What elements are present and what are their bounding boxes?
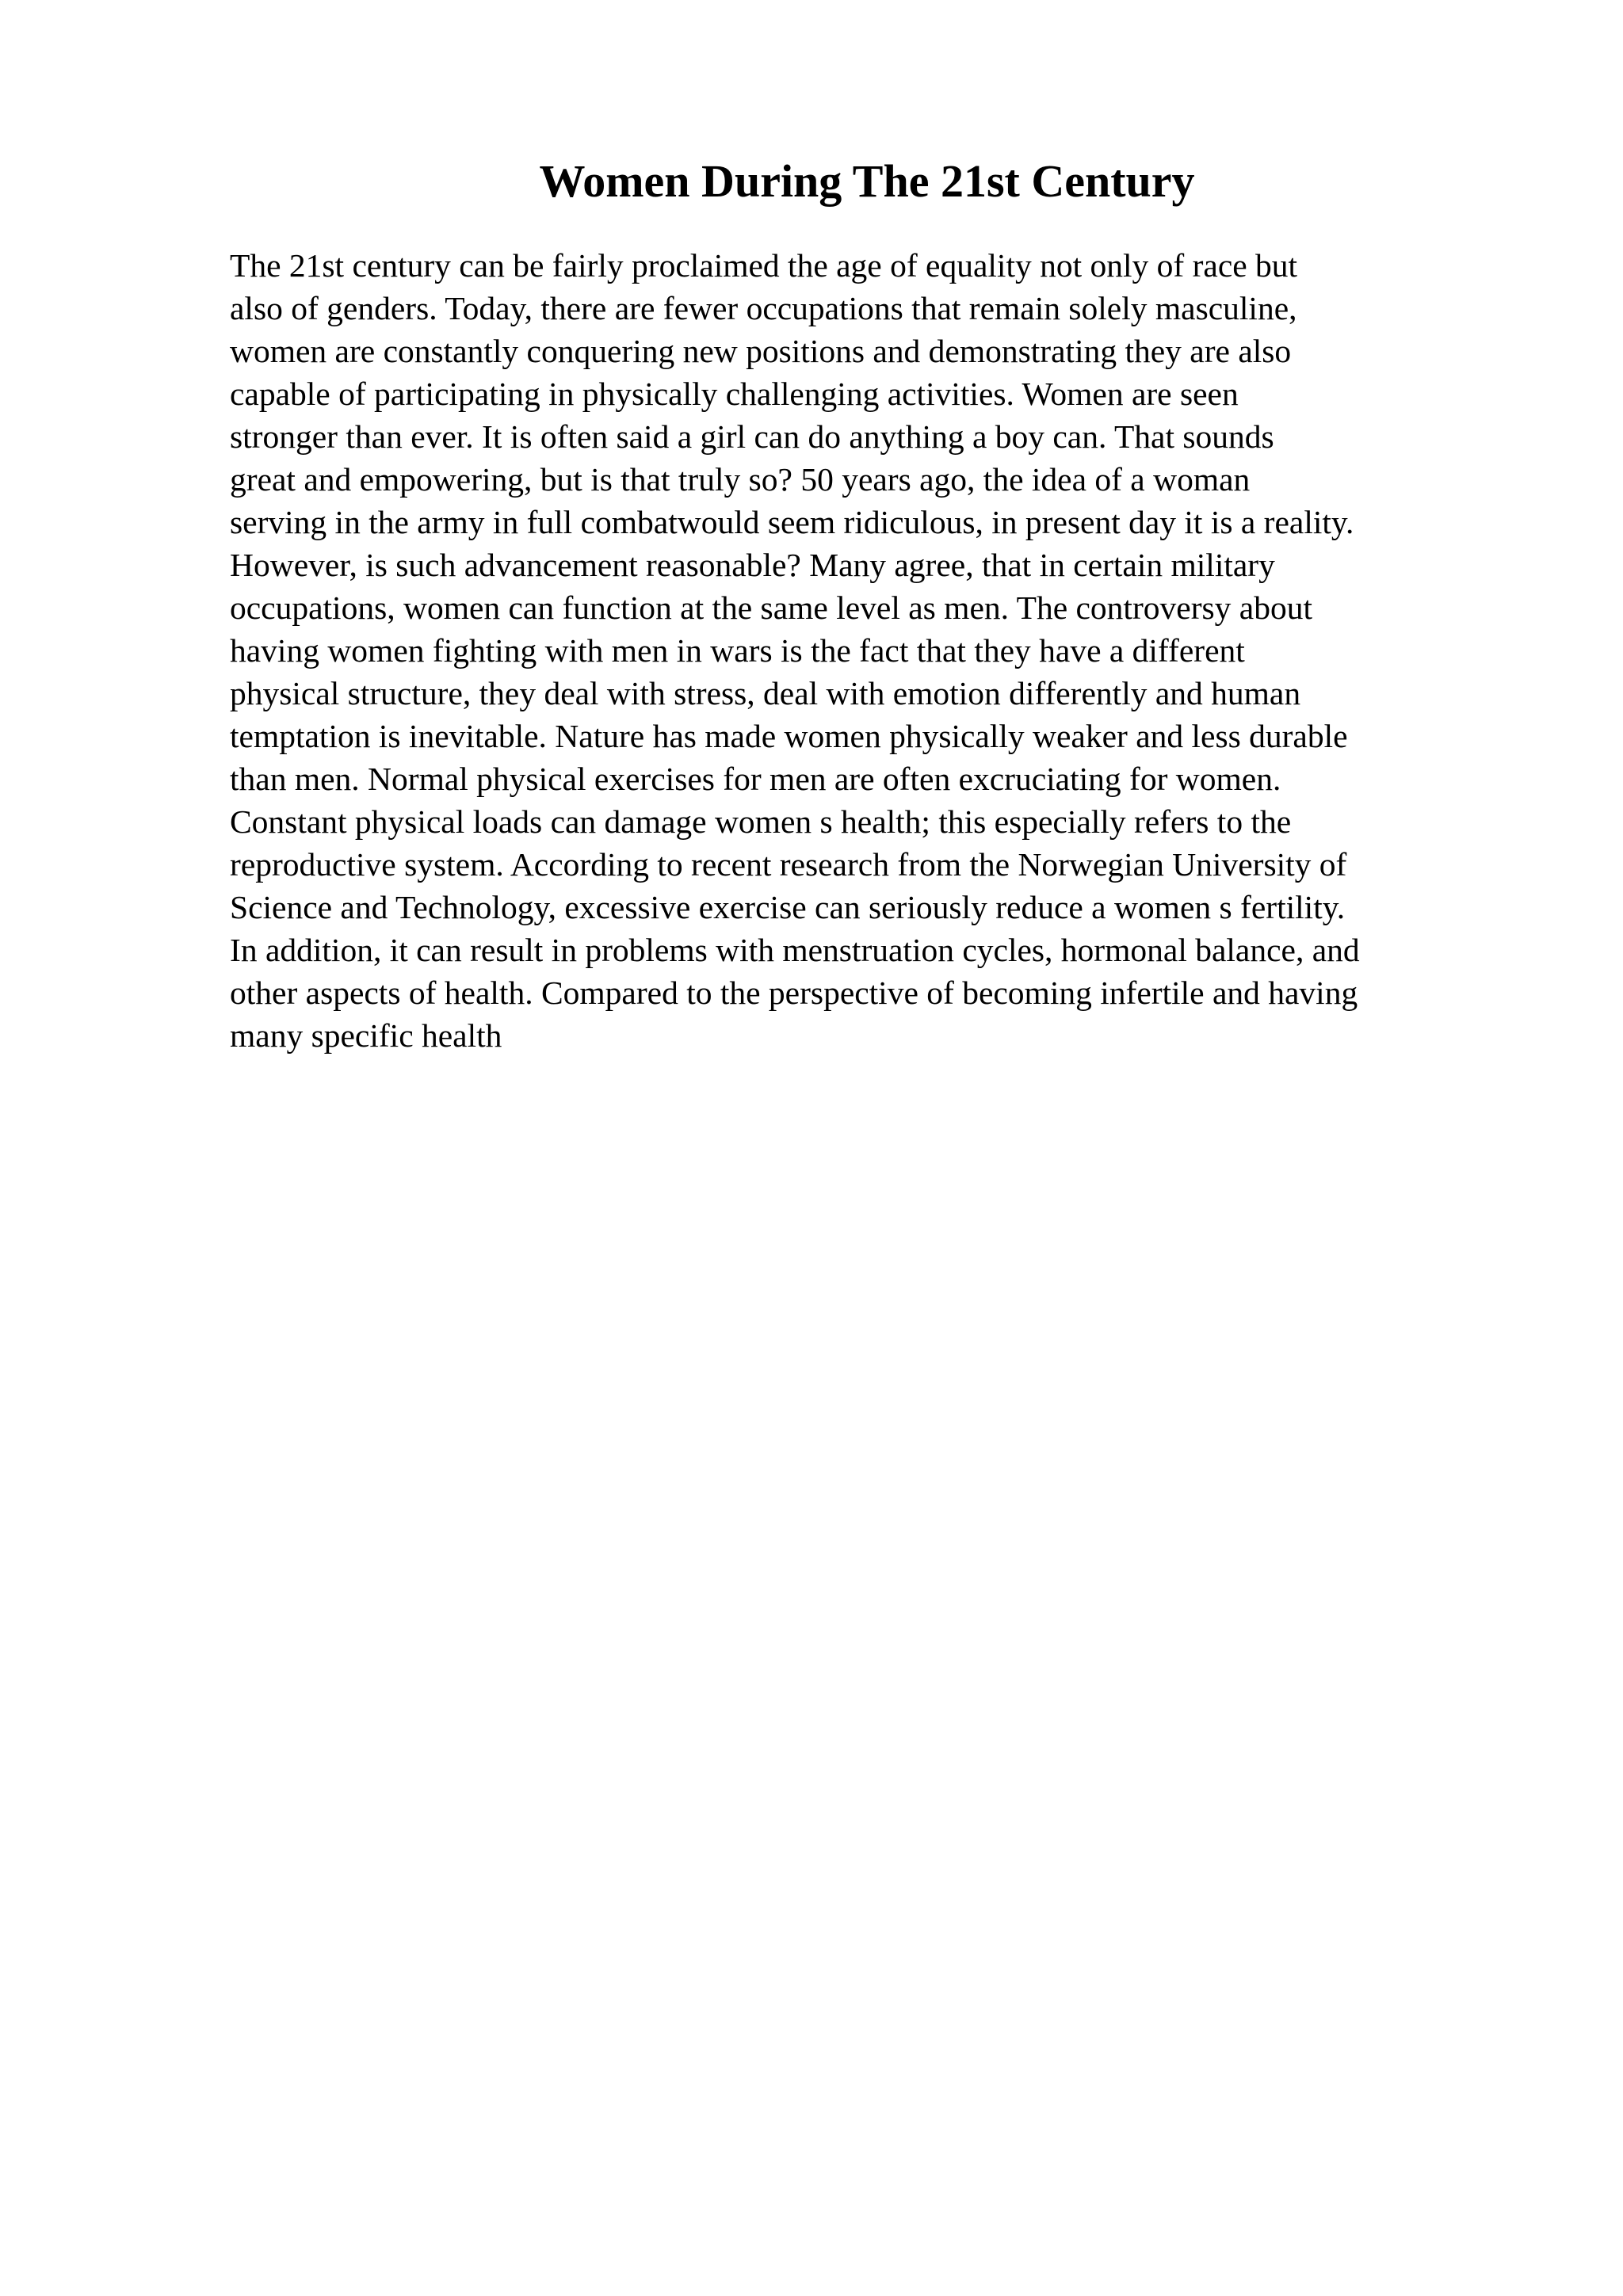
body-line: However, is such advancement reasonable? Many agree, that in certain military [230, 547, 1275, 583]
body-line: occupations, women can function at the same level as men. The controversy about [230, 589, 1312, 626]
body-line: than men. Normal physical exercises for men are often excruciating for women. [230, 761, 1281, 797]
body-line: stronger than ever. It is often said a girl can do anything a boy can. That sounds [230, 418, 1274, 455]
body-line: reproductive system. According to recent research from the Norwegian University of [230, 846, 1347, 883]
body-line: Science and Technology, excessive exercise can seriously reduce a women s fertility. [230, 889, 1346, 925]
body-line: serving in the army in full combatwould seem ridiculous, in present day it is a reality. [230, 504, 1354, 540]
body-line: women are constantly conquering new positions and demonstrating they are also [230, 333, 1292, 369]
body-line: capable of participating in physically challenging activities. Women are seen [230, 376, 1239, 412]
body-line: many specific health [230, 1017, 502, 1054]
body-line: also of genders. Today, there are fewer occupations that remain solely masculine, [230, 290, 1297, 326]
body-line: Constant physical loads can damage women s health; this especially refers to the [230, 803, 1292, 840]
body-line: temptation is inevitable. Nature has made women physically weaker and less durable [230, 718, 1348, 754]
body-line: The 21st century can be fairly proclaimed the age of equality not only of race but [230, 247, 1298, 284]
body-line: In addition, it can result in problems with menstruation cycles, hormonal balance, and [230, 932, 1360, 968]
body-line: having women fighting with men in wars is the fact that they have a different [230, 632, 1245, 669]
body-line: great and empowering, but is that truly so? 50 years ago, the idea of a woman [230, 461, 1251, 498]
document-body [230, 244, 1498, 1057]
body-line: other aspects of health. Compared to the perspective of becoming infertile and having [230, 974, 1358, 1011]
body-line: physical structure, they deal with stress, deal with emotion differently and human [230, 675, 1301, 711]
document-title: Women During The 21st Century [539, 155, 1195, 207]
